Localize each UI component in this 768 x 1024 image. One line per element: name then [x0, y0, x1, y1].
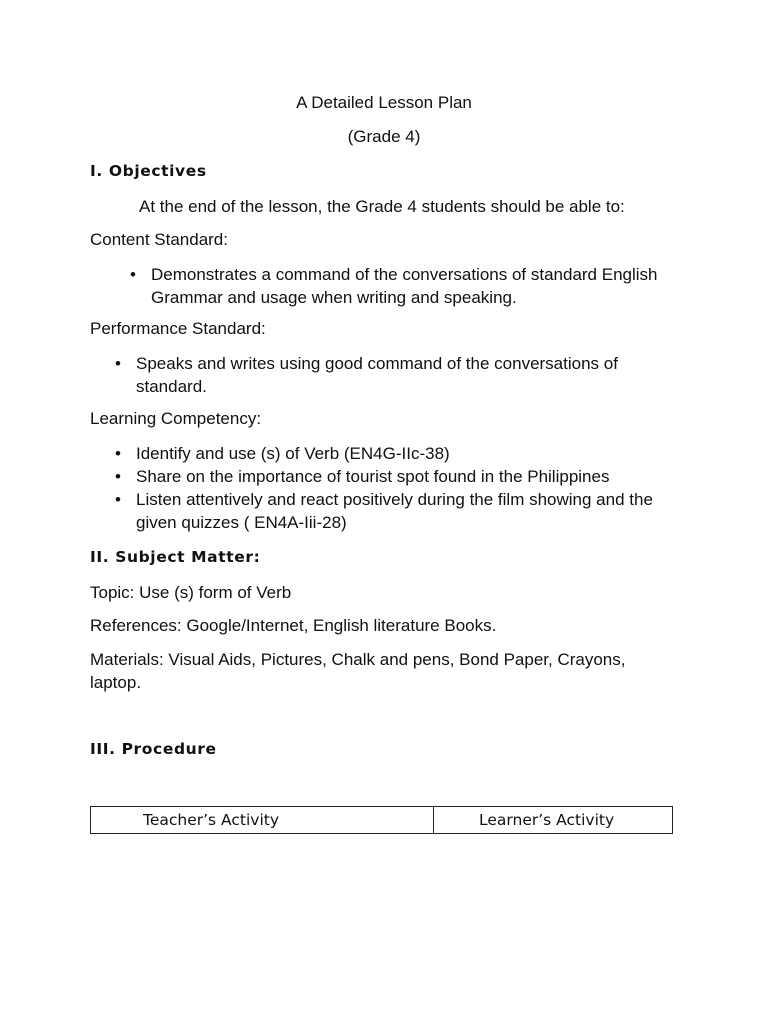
document-subtitle: (Grade 4): [347, 127, 421, 146]
procedure-heading: III. Procedure: [90, 740, 217, 758]
learning-competency-item-text: Listen attentively and react positively during the film showing and the given quizzes ( EN4A-Iii-28): [136, 490, 653, 532]
learning-competency-item: [115, 488, 681, 534]
content-standard-item-text: Demonstrates a command of the conversations of standard English Grammar and usage when writing and speaking.: [151, 265, 658, 307]
bullet-icon: •: [115, 444, 121, 463]
teacher-activity-header: Teacher’s Activity: [91, 807, 434, 834]
learning-competency-item: [115, 442, 696, 465]
learning-competency-item: [115, 465, 696, 488]
objectives-intro: At the end of the lesson, the Grade 4 students should be able to:: [139, 197, 625, 216]
topic-text: Topic: Use (s) form of Verb: [90, 583, 292, 602]
learning-competency-item-text: Share on the importance of tourist spot found in the Philippines: [136, 467, 610, 486]
references-text: References: Google/Internet, English literature Books.: [90, 616, 497, 635]
learning-competency-label: Learning Competency:: [90, 409, 262, 428]
performance-standard-label: Performance Standard:: [90, 319, 266, 338]
learning-competency-item-text: Identify and use (s) of Verb (EN4G-IIc-38): [136, 444, 450, 463]
performance-standard-item: [115, 352, 651, 398]
procedure-table-header-row: [91, 807, 673, 834]
content-standard-label: Content Standard:: [90, 230, 228, 249]
subject-matter-heading: II. Subject Matter:: [90, 548, 261, 566]
bullet-icon: •: [115, 490, 121, 509]
document-title: A Detailed Lesson Plan: [296, 93, 472, 112]
procedure-table: [90, 806, 673, 834]
performance-standard-item-text: Speaks and writes using good command of the conversations of standard.: [136, 354, 618, 396]
objectives-heading: I. Objectives: [90, 162, 207, 180]
bullet-icon: •: [115, 354, 121, 373]
content-standard-item: [130, 263, 691, 309]
learner-activity-header: Learner’s Activity: [434, 807, 673, 834]
materials-text: Materials: Visual Aids, Pictures, Chalk and pens, Bond Paper, Crayons, laptop.: [90, 650, 626, 692]
bullet-icon: •: [130, 265, 136, 284]
bullet-icon: •: [115, 467, 121, 486]
